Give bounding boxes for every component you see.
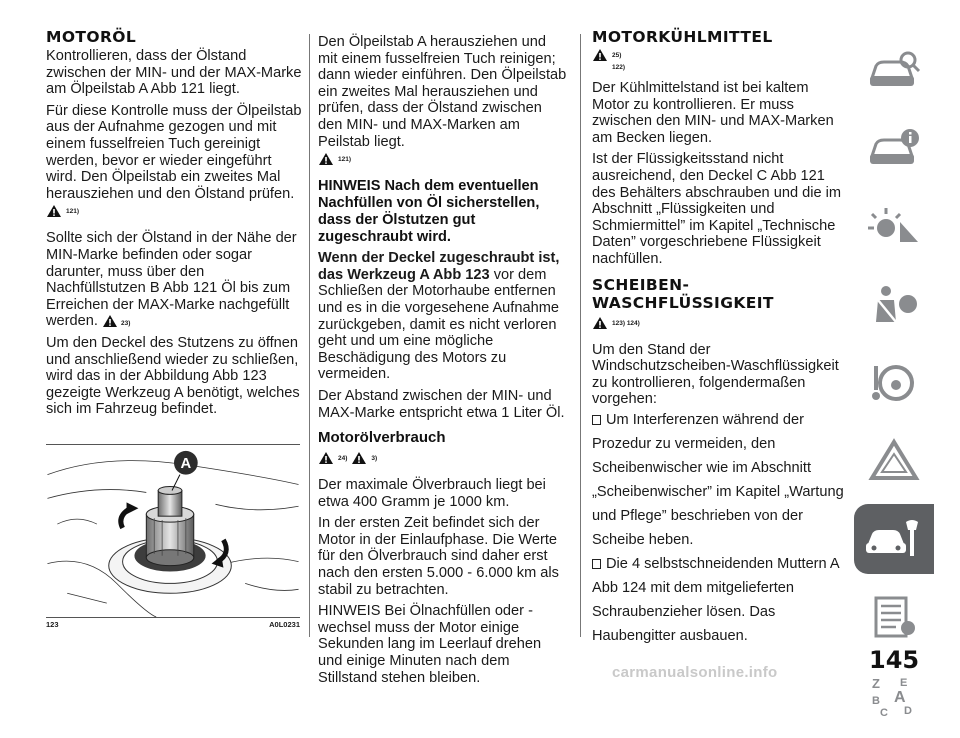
title-line: WASCHFLÜSSIGKEIT — [592, 293, 774, 312]
warning-reference — [46, 204, 302, 226]
svg-text:D: D — [904, 705, 912, 717]
alphabet-index-icon — [866, 672, 922, 718]
figure-code: A0L0231 — [269, 620, 300, 629]
svg-text:E: E — [900, 677, 908, 689]
tab-emergency[interactable] — [854, 426, 934, 496]
section-title-scheibenwaschfluessigkeit — [592, 276, 848, 312]
tab-starting-driving[interactable] — [854, 348, 934, 418]
car-service-icon — [866, 516, 922, 562]
svg-text:A: A — [894, 689, 906, 706]
figure-oil-filler-tool — [46, 444, 300, 618]
chapter-tabs — [854, 36, 934, 738]
tab-car-info[interactable] — [854, 114, 934, 184]
warning-lights-icon — [866, 204, 922, 250]
figure-label-a: A — [180, 456, 192, 473]
paragraph: Kontrollieren, dass der Ölstand zwischen der MIN- und der MAX-Marke am Ölpeilstab A Abb 121 liegt. — [46, 48, 302, 98]
paragraph: Ist der Flüssigkeitsstand nicht ausreichend, den Deckel C Abb 121 des Behälters abschrauben und die im Abschnitt „Flüssigkeiten und Schmiermittel” im Kapitel „Technische Daten” vorgeschriebene Flüssigkeit nachfüllen. — [592, 151, 842, 267]
list-item-text: Die 4 selbstschneidenden Muttern A Abb 124 mit dem mitgelieferten Schraubenzieher lösen. Das Haubengitter ausbauen. — [592, 555, 839, 644]
watermark: carmanualsonline.info — [612, 664, 778, 681]
column-divider-left — [309, 34, 310, 637]
subsection-title-motoroelverbrauch: Motorölverbrauch — [318, 429, 446, 447]
reference-number: 123) 124) — [612, 319, 640, 327]
paragraph: Den Ölpeilstab A herausziehen und mit einem fusselfreien Tuch reinigen; dann wieder einführen. Den Ölpeilstab ein zweites Mal herausziehen und prüfen, dass der Ölstand zwischen den MIN- und MAX-Marken am Peilstab liegt. — [318, 34, 567, 150]
reference-number: 121) — [338, 156, 352, 164]
paragraph: Um den Stand der Windschutzscheiben-Waschflüssigkeit zu kontrollieren, folgendermaßen vorgehen: — [592, 341, 839, 408]
tab-car-search[interactable] — [854, 36, 934, 106]
column-motoroel-continued — [318, 34, 568, 691]
section-title-motorkuehlmittel: MOTORKÜHLMITTEL — [592, 28, 773, 46]
warning-triangle-icon — [592, 48, 608, 62]
car-info-icon — [866, 126, 922, 172]
warning-triangle-icon — [318, 152, 334, 166]
reference-number: 3) — [371, 455, 378, 463]
bold-text: Wenn der Deckel zugeschraubt ist, das Werkzeug A Abb 123 — [318, 250, 560, 283]
warning-reference — [318, 451, 568, 473]
list-item-text: Um Interferenzen während der Prozedur zu vermeiden, den Scheibenwischer wie im Abschnitt „Scheibenwischer” im Kapitel „Wartung und Pflege” beschrieben von der Scheibe heben. — [592, 411, 844, 548]
figure-number: 123 — [46, 620, 59, 629]
column-kuehlmittel — [592, 28, 848, 648]
warning-triangle-icon — [102, 314, 118, 328]
warning-reference — [102, 314, 130, 328]
paragraph: Der maximale Ölverbrauch liegt bei etwa 400 Gramm je 1000 km. — [318, 477, 546, 510]
warning-triangle-icon — [592, 316, 608, 330]
column-divider-right — [580, 34, 581, 637]
list-item — [592, 552, 848, 648]
paragraph-text: Sollte sich der Ölstand in der Nähe der MIN-Marke befinden oder sogar darunter, muss über den Nachfüllstutzen B Abb 121 Öl bis zum Erreichen der MAX-Marke nachgefüllt werden. — [46, 230, 297, 330]
title-line: SCHEIBEN- — [592, 275, 690, 294]
engine-oil-cap-illustration — [46, 445, 300, 617]
paragraph: HINWEIS Bei Ölnachfüllen oder -wechsel muss der Motor einige Sekunden lang im Leerlauf drehen und einige Minuten nach dem Stillstand stehen bleiben. — [318, 603, 542, 686]
svg-text:Z: Z — [872, 676, 880, 691]
warning-triangle-icon — [46, 204, 62, 218]
reference-number: 122) — [612, 64, 626, 71]
paragraph — [46, 230, 302, 330]
seatbelt-airbag-icon — [866, 282, 922, 328]
figure-caption — [46, 620, 300, 629]
list-item — [592, 408, 848, 552]
reference-number: 24) — [338, 455, 348, 463]
svg-text:C: C — [880, 707, 888, 719]
warning-reference — [592, 316, 848, 338]
column-motoroel — [46, 28, 302, 423]
tab-safety[interactable] — [854, 270, 934, 340]
paragraph: Für diese Kontrolle muss der Ölpeilstab aus der Aufnahme gezogen und mit einem fusselfreien Tuch gereinigt werden, bevor er wieder eingeführt wird. Den Ölpeilstab ein zweites Mal herausziehen und den Ölstand prüfen. — [46, 102, 302, 202]
caution-triangle-icon — [351, 451, 367, 465]
warning-reference — [592, 48, 848, 76]
reference-number: 23) — [120, 320, 131, 328]
steering-wheel-icon — [866, 360, 922, 406]
bullet-square-icon — [592, 415, 601, 425]
warning-reference — [318, 152, 568, 174]
page-number: 145 — [869, 646, 920, 674]
paragraph: Der Kühlmittelstand ist bei kaltem Motor zu kontrollieren. Er muss zwischen den MIN- und MAX-Marken am Becken liegen. — [592, 80, 834, 146]
paragraph: In der ersten Zeit befindet sich der Motor in der Einlaufphase. Die Werte für den Ölverbrauch sind daher erst nach den ersten 5.000 - 6.000 km als stabil zu betrachten. — [318, 515, 559, 598]
technical-data-icon — [866, 594, 922, 640]
notice-heading: HINWEIS Nach dem eventuellen Nachfüllen von Öl sicherstellen, dass der Ölstutzen gut zugeschraubt wird. — [318, 178, 540, 246]
tab-service-maintenance[interactable] — [854, 504, 934, 574]
paragraph-text: vor dem Schließen der Motorhaube entfernen und es in die vorgesehene Aufnahme zurückgeben, damit es nicht verloren geht und um eine mögliche Beschädigung des Motors zu vermeiden. — [318, 266, 559, 383]
bullet-square-icon — [592, 559, 601, 569]
tab-warning-lights[interactable] — [854, 192, 934, 262]
section-title-motoroel: MOTORÖL — [46, 28, 137, 46]
paragraph — [318, 250, 568, 383]
emergency-triangle-icon — [866, 438, 922, 484]
paragraph: Der Abstand zwischen der MIN- und MAX-Marke entspricht etwa 1 Liter Öl. — [318, 387, 565, 421]
svg-text:B: B — [872, 695, 880, 707]
reference-number: 25) — [612, 52, 622, 59]
car-search-icon — [866, 48, 922, 94]
tab-technical-data[interactable] — [854, 582, 934, 652]
paragraph: Um den Deckel des Stutzens zu öffnen und anschließend wieder zu schließen, wird das in der Abbildung Abb 123 gezeigte Werkzeug A benötigt, welches sich im Fahrzeug befindet. — [46, 334, 300, 418]
reference-number: 121) — [66, 208, 80, 216]
warning-triangle-icon — [318, 451, 334, 465]
